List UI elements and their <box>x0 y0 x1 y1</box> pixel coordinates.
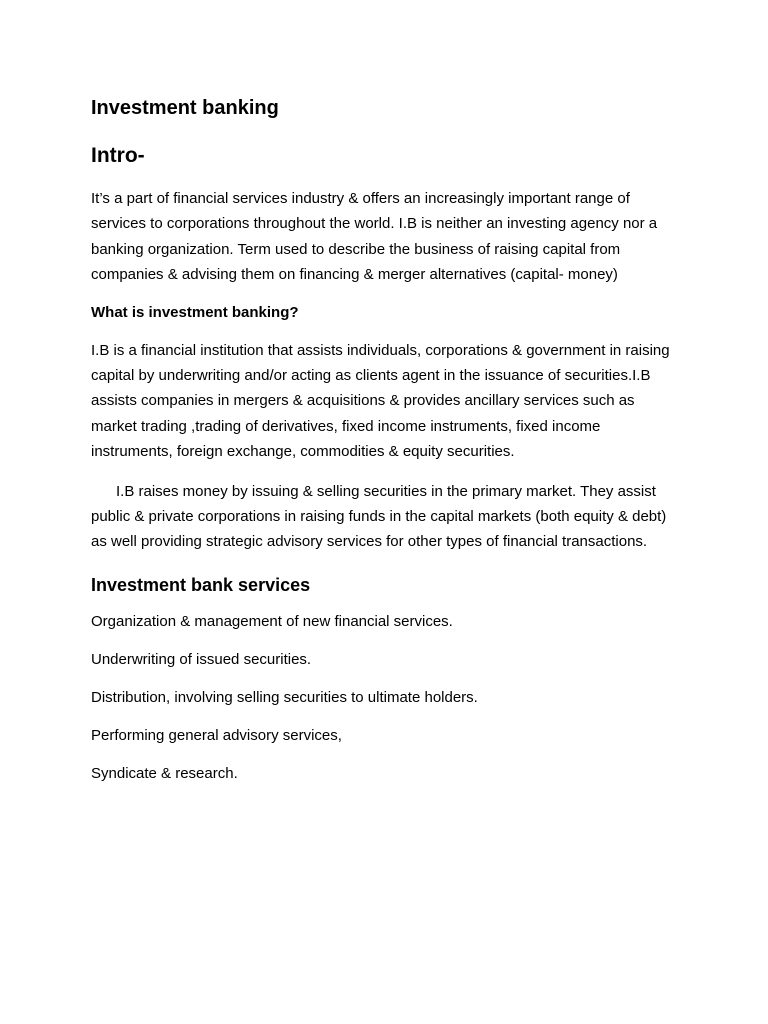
intro-paragraph: It’s a part of financial services industry & offers an increasingly important range of services to corporations throughout the world. I.B is neither an investing agency nor a banking organization. Term used to describe the business of raising capital from companies & advising them on financing & merger alternatives (capital- money) <box>91 190 658 284</box>
services-heading: Investment bank services <box>91 574 311 595</box>
document-title: Investment banking <box>91 97 279 119</box>
service-item: Performing general advisory services, <box>91 726 342 744</box>
service-item: Syndicate & research. <box>91 764 238 782</box>
intro-heading: Intro- <box>91 144 145 167</box>
service-item: Organization & management of new financial services. <box>91 612 453 630</box>
service-item: Distribution, involving selling securities to ultimate holders. <box>91 688 478 706</box>
service-item: Underwriting of issued securities. <box>91 650 312 668</box>
raising-paragraph: I.B raises money by issuing & selling securities in the primary market. They assist public & private corporations in raising funds in the capital markets (both equity & debt) as well providing strategic advisory services for other types of financial transactions. <box>91 482 667 551</box>
question-heading: What is investment banking? <box>91 303 299 321</box>
definition-paragraph: I.B is a financial institution that assists individuals, corporations & government in raising capital by underwriting and/or acting as clients agent in the issuance of securities.I.B assists companies in mergers & acquisitions & provides ancillary services such as market trading ,trading of derivatives, fixed income instruments, fixed income instruments, foreign exchange, commodities & equity securities. <box>91 341 670 461</box>
document-page <box>91 96 681 785</box>
